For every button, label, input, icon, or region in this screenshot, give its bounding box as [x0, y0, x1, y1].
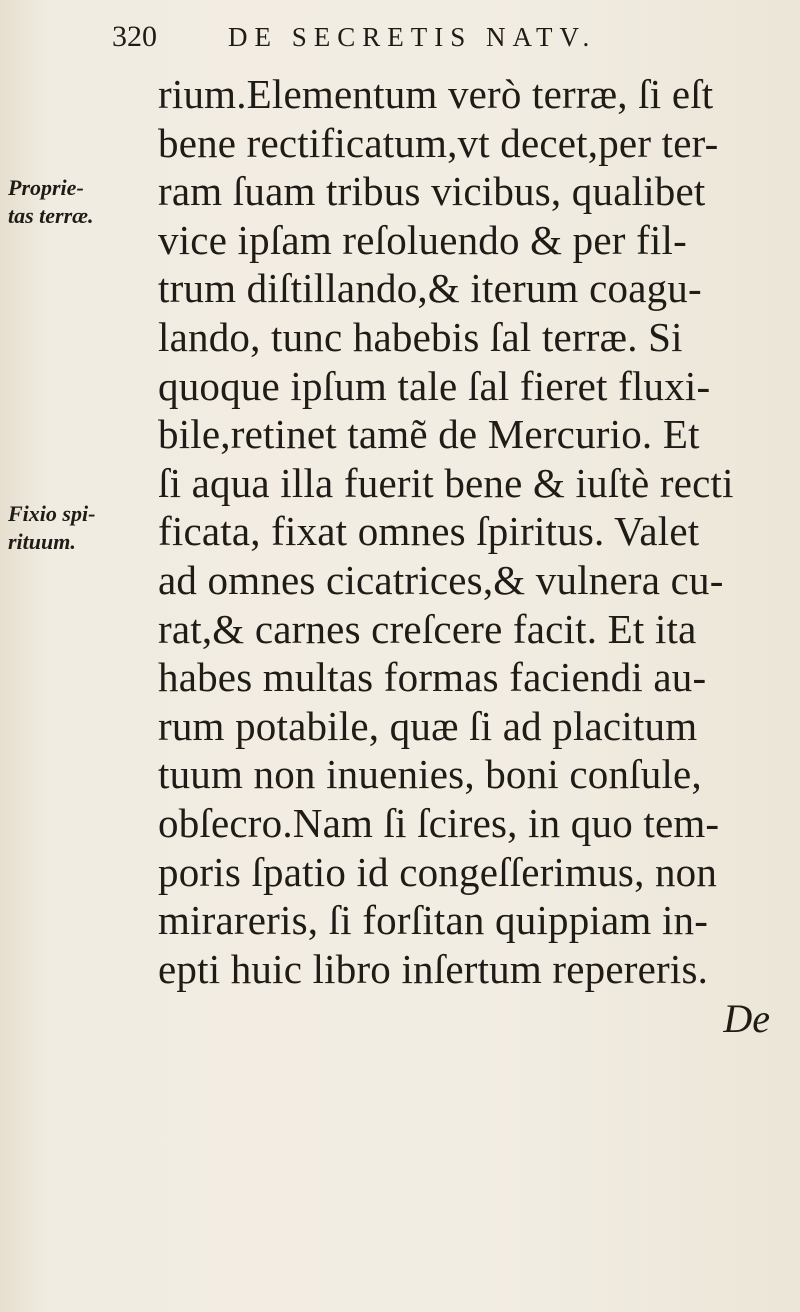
running-title: DE SECRETIS NATV. — [228, 22, 597, 52]
text-line: ſi aqua illa fuerit bene & iuſtè recti — [158, 459, 734, 506]
text-line: epti huic libro inſertum repereris. — [158, 945, 709, 992]
margin-note-line: Proprie- — [8, 175, 84, 200]
text-line: quoque ipſum tale ſal fieret fluxi- — [158, 362, 711, 409]
text-line: bene rectificatum,vt decet,per ter- — [158, 119, 719, 166]
margin-note-line: rituum. — [8, 529, 76, 554]
text-line: ad omnes cicatrices,& vulnera cu- — [158, 556, 724, 603]
margin-note-line: Fixio spi- — [8, 501, 96, 526]
text-line: tuum non inuenies, boni conſule, — [158, 751, 702, 798]
text-line: ficata, fixat omnes ſpiritus. Valet — [158, 508, 700, 555]
body-text — [158, 70, 778, 993]
page-number: 320 — [112, 20, 157, 53]
text-line: poris ſpatio id congeſſerimus, non — [158, 848, 718, 895]
text-line: bile,retinet tamẽ de Mercurio. Et — [158, 411, 700, 458]
text-line: rum potabile, quæ ſi ad placitum — [158, 702, 698, 749]
text-line: trum diſtillando,& iterum coagu- — [158, 265, 702, 312]
text-line: habes multas formas faciendi au- — [158, 654, 707, 701]
text-line: rium.Elementum verò terræ, ſi eſt — [158, 71, 714, 117]
text-line: vice ipſam reſoluendo & per fil- — [158, 216, 687, 263]
text-line: obſecro.Nam ſi ſcires, in quo tem- — [158, 799, 720, 846]
text-line: rat,& carnes creſcere facit. Et ita — [158, 605, 697, 652]
text-line: mirareris, ſi forſitan quippiam in- — [158, 897, 709, 944]
text-line: ram ſuam tribus vicibus, qualibet — [158, 168, 706, 215]
margin-note-fixio — [8, 500, 158, 556]
catchword: De — [723, 996, 770, 1041]
margin-note-proprietas — [8, 174, 158, 230]
margin-note-line: tas terræ. — [8, 203, 94, 228]
text-line: lando, tunc habebis ſal terræ. Si — [158, 313, 683, 360]
